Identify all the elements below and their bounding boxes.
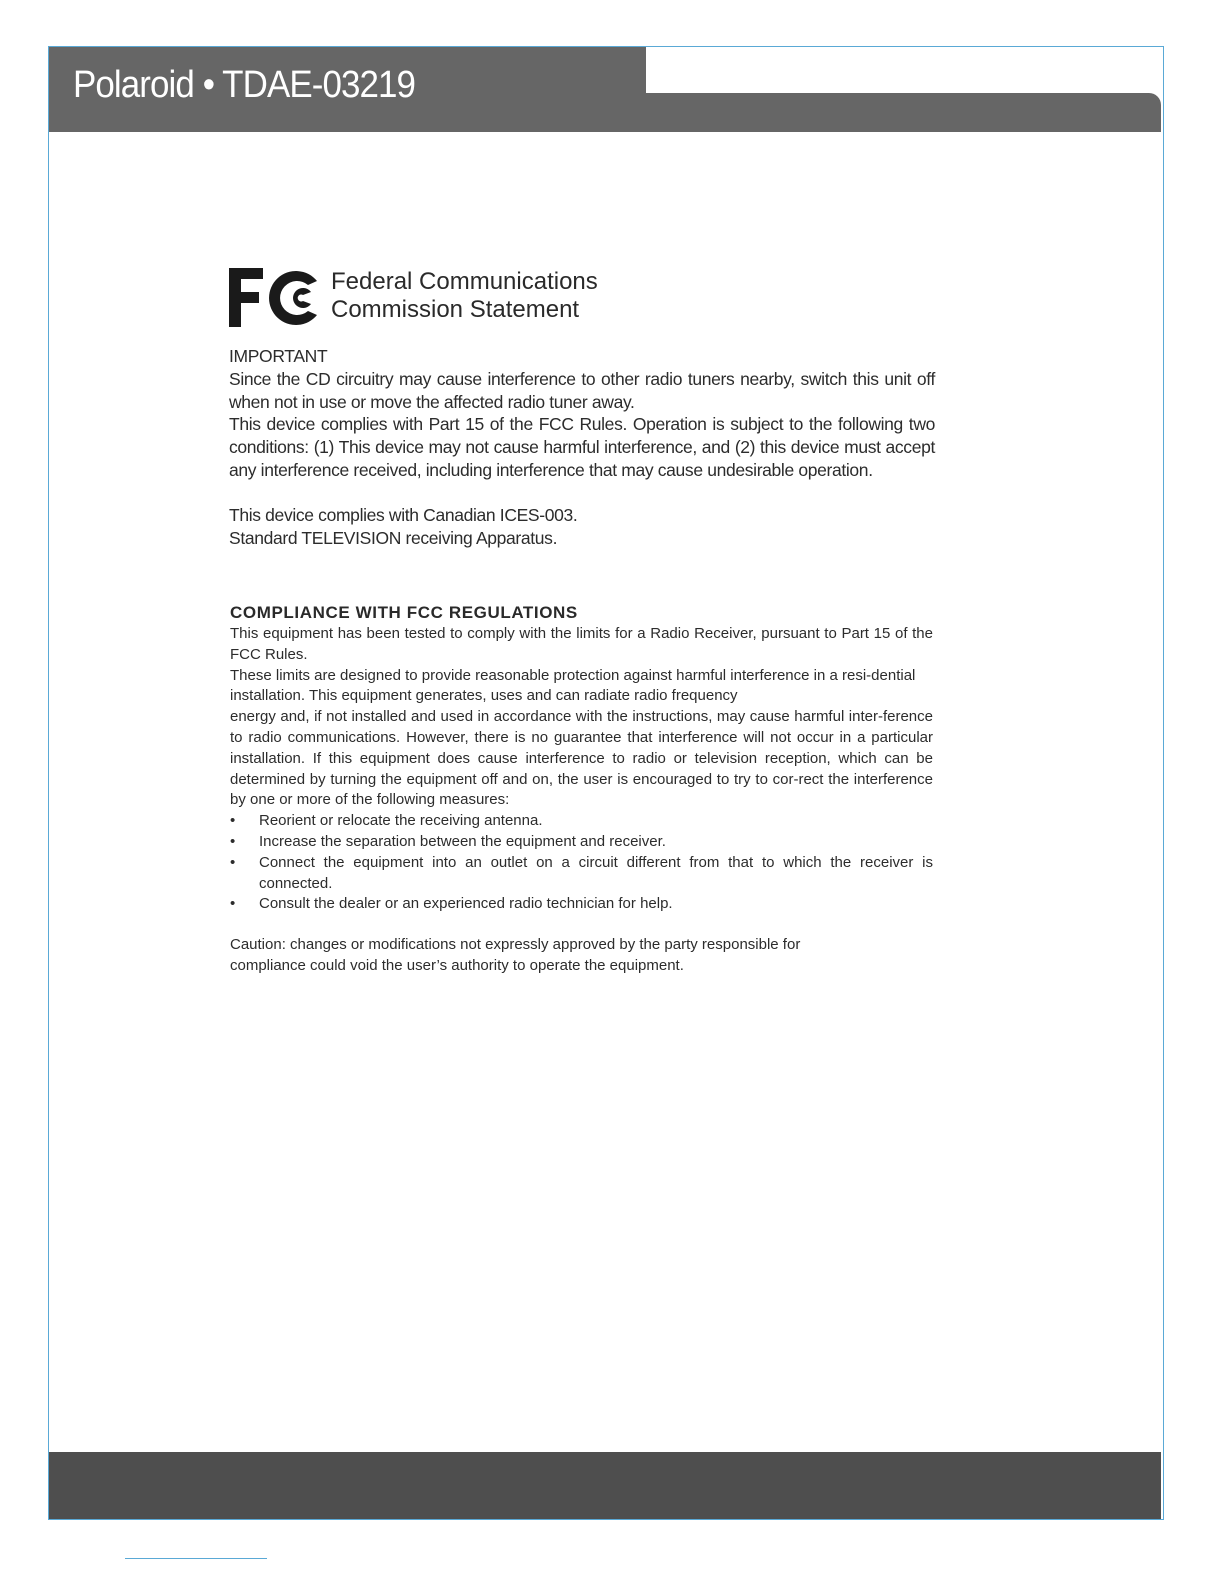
compliance-paragraph-1: This equipment has been tested to comply with the limits for a Radio Receiver, pursuant to Part 15 of the FCC Rules. [230, 625, 933, 663]
compliance-paragraph-2a: These limits are designed to provide reasonable protection against harmful interference in a resi-dential installation. This equipment generates, uses and can radiate radio frequency [230, 666, 916, 705]
caution-note: Caution: changes or modifications not expressly approved by the party responsible for compliance could void the user’s authority to operate the equipment. [230, 936, 801, 974]
important-paragraph-2: This device complies with Part 15 of the FCC Rules. Operation is subject to the following two conditions: (1) This device may not cause harmful interference, and (2) this device must accept any interference received, including interference that may cause undesirable operation. [229, 414, 935, 480]
canada-compliance-line-2: Standard TELEVISION receiving Apparatus. [229, 527, 558, 548]
measure-text: Consult the dealer or an experienced radio technician for help. [259, 895, 673, 913]
footer-rule [125, 1558, 267, 1559]
list-item [230, 853, 933, 895]
document-title: Polaroid • TDAE-03219 [73, 64, 416, 106]
measures-list [230, 811, 933, 915]
bullet-icon: • [230, 895, 236, 913]
compliance-heading: COMPLIANCE WITH FCC REGULATIONS [230, 603, 578, 622]
measure-text: Increase the separation between the equipment and receiver. [259, 832, 666, 850]
list-item [230, 832, 933, 853]
fcc-title-line-2: Commission Statement [331, 296, 580, 323]
header-band-corner [1149, 93, 1161, 105]
fcc-statement-title [331, 268, 598, 324]
list-item [230, 811, 933, 832]
important-heading: IMPORTANT [229, 346, 328, 366]
measure-text: Reorient or relocate the receiving antenna. [259, 812, 543, 830]
bullet-icon: • [230, 853, 236, 871]
bullet-icon: • [230, 812, 236, 830]
important-section [229, 345, 935, 549]
compliance-paragraph-2b: energy and, if not installed and used in accordance with the instructions, may cause harmful inter-ference to radio communications. However, there is no guarantee that interference will not occur in a particular installation. If this equipment does cause interference to radio or television reception, which can be determined by turning the equipment off and on, the user is encouraged to try to cor-rect the interference by one or more of the following measures: [230, 708, 933, 809]
header-tab-curve [646, 47, 668, 93]
compliance-section [230, 602, 933, 977]
fcc-logo-icon [229, 268, 321, 328]
canada-compliance-line-1: This device complies with Canadian ICES-003. [229, 504, 578, 525]
bullet-icon: • [230, 832, 236, 850]
footer-band [49, 1452, 1161, 1519]
measure-text: Connect the equipment into an outlet on a circuit different from that to which the receiver is connected. [259, 853, 933, 892]
important-paragraph-1: Since the CD circuitry may cause interference to other radio tuners nearby, switch this unit off when not in use or move the affected radio tuner away. [229, 368, 935, 412]
fcc-title-line-1: Federal Communications [331, 268, 598, 295]
list-item [230, 894, 933, 915]
